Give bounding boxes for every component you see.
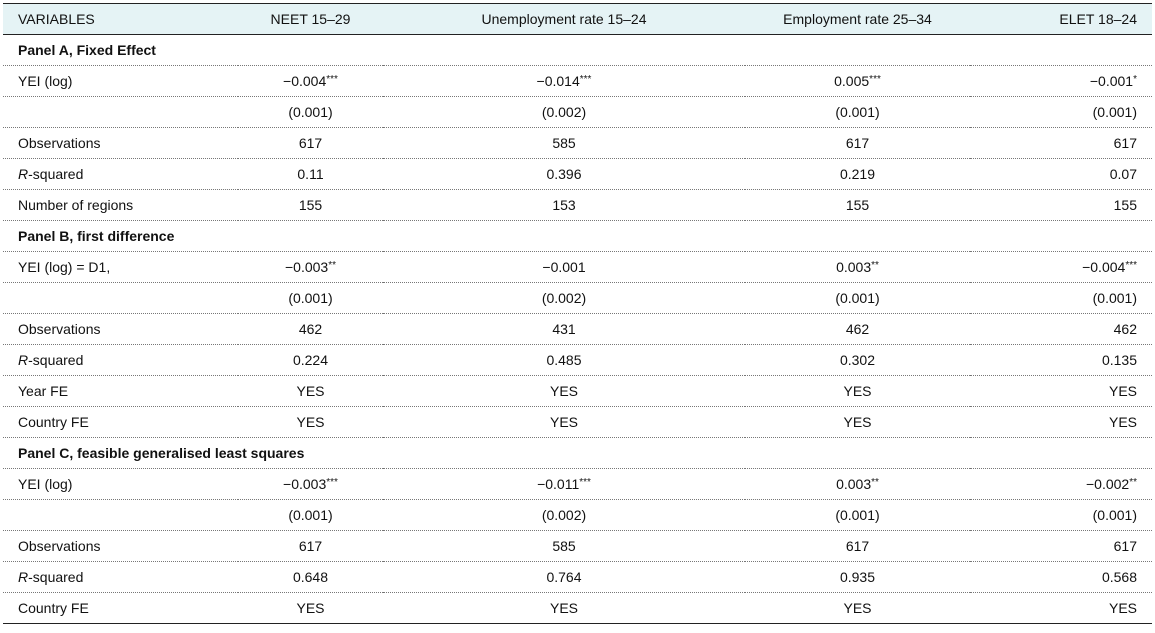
- cell-value: 153: [552, 197, 576, 213]
- cell-neet: [238, 407, 383, 438]
- cell-value: 0.003: [836, 259, 872, 275]
- cell-value: 462: [298, 321, 323, 337]
- cell-employment: [745, 283, 970, 314]
- cell-value: YES: [1108, 600, 1137, 616]
- cell-neet: [238, 190, 383, 221]
- cell-value: 155: [298, 197, 323, 213]
- cell-value: 0.003: [836, 476, 872, 492]
- row-label: [3, 283, 238, 314]
- cell-unemployment: [383, 562, 745, 593]
- table-row: [3, 66, 1152, 97]
- cell-value: −0.004: [1082, 259, 1126, 275]
- cell-value: 0.485: [546, 352, 582, 368]
- cell-elet: [970, 190, 1152, 221]
- cell-value: YES: [843, 383, 872, 399]
- cell-value: YES: [296, 383, 325, 399]
- cell-neet: [238, 159, 383, 190]
- table-body: [3, 35, 1152, 624]
- cell-unemployment: [383, 469, 745, 500]
- r-symbol: R: [18, 352, 29, 368]
- cell-value: YES: [549, 414, 578, 430]
- cell-elet: [970, 407, 1152, 438]
- cell-elet: [970, 252, 1152, 283]
- cell-value: 0.224: [292, 352, 329, 368]
- panel-heading-row: [3, 438, 1152, 469]
- cell-value: 462: [1113, 321, 1137, 337]
- cell-value: 0.11: [297, 166, 324, 182]
- cell-unemployment: [383, 345, 745, 376]
- cell-value: 0.302: [839, 352, 876, 368]
- row-label: YEI (log): [3, 66, 238, 97]
- row-label: [3, 159, 238, 190]
- cell-unemployment: [383, 531, 745, 562]
- panel-title: Panel C, feasible generalised least squares: [3, 438, 1152, 469]
- table-row: [3, 376, 1152, 407]
- cell-employment: [745, 159, 970, 190]
- cell-employment: [745, 407, 970, 438]
- row-label: Country FE: [3, 407, 238, 438]
- row-label: Country FE: [3, 593, 238, 624]
- cell-value: 585: [552, 135, 576, 151]
- row-label: [3, 500, 238, 531]
- table-header: [3, 4, 1152, 35]
- cell-employment: [745, 562, 970, 593]
- significance-stars: ***: [869, 74, 881, 85]
- cell-value: YES: [296, 414, 325, 430]
- cell-value: 617: [845, 538, 870, 554]
- cell-value: 0.648: [292, 569, 329, 585]
- table-row: [3, 531, 1152, 562]
- cell-elet: [970, 531, 1152, 562]
- row-label: Observations: [3, 531, 238, 562]
- row-label-text: -squared: [28, 166, 84, 182]
- cell-employment: [745, 190, 970, 221]
- table-row: [3, 252, 1152, 283]
- cell-elet: [970, 469, 1152, 500]
- cell-value: −0.014: [536, 73, 580, 89]
- cell-value: 155: [845, 197, 870, 213]
- cell-elet: [970, 283, 1152, 314]
- table-row: [3, 469, 1152, 500]
- table-row: [3, 407, 1152, 438]
- cell-value: (0.001): [288, 104, 333, 120]
- cell-elet: [970, 562, 1152, 593]
- cell-value: 0.219: [839, 166, 876, 182]
- table-row: [3, 345, 1152, 376]
- cell-unemployment: [383, 97, 745, 128]
- cell-employment: [745, 531, 970, 562]
- table-row: [3, 97, 1152, 128]
- cell-value: −0.001: [1089, 73, 1134, 89]
- cell-value: (0.001): [1092, 290, 1137, 306]
- cell-value: 0.568: [1101, 569, 1137, 585]
- table-row: [3, 190, 1152, 221]
- cell-neet: [238, 252, 383, 283]
- cell-value: (0.001): [288, 507, 333, 523]
- cell-value: 0.005: [834, 73, 870, 89]
- cell-value: (0.002): [541, 104, 587, 120]
- row-label: Number of regions: [3, 190, 238, 221]
- cell-unemployment: [383, 376, 745, 407]
- cell-value: (0.002): [541, 507, 587, 523]
- cell-elet: [970, 66, 1152, 97]
- significance-stars: ***: [579, 477, 591, 488]
- table-row: [3, 562, 1152, 593]
- cell-value: 155: [1113, 197, 1137, 213]
- table-row: [3, 159, 1152, 190]
- table-row: [3, 314, 1152, 345]
- significance-stars: *: [1133, 74, 1137, 85]
- header-elet: ELET 18–24: [970, 4, 1152, 35]
- panel-heading-row: [3, 221, 1152, 252]
- cell-value: −0.001: [542, 259, 586, 275]
- cell-employment: [745, 376, 970, 407]
- cell-value: (0.001): [288, 290, 333, 306]
- table-row: [3, 283, 1152, 314]
- significance-stars: ***: [1125, 260, 1137, 271]
- cell-value: (0.001): [1092, 507, 1137, 523]
- cell-neet: [238, 500, 383, 531]
- cell-value: YES: [1108, 414, 1137, 430]
- cell-neet: [238, 314, 383, 345]
- significance-stars: **: [328, 260, 336, 271]
- cell-elet: [970, 500, 1152, 531]
- cell-neet: [238, 593, 383, 624]
- significance-stars: ***: [579, 74, 592, 85]
- cell-value: 617: [1113, 135, 1137, 151]
- cell-neet: [238, 531, 383, 562]
- cell-employment: [745, 66, 970, 97]
- cell-value: (0.001): [835, 104, 880, 120]
- header-variables: VARIABLES: [3, 4, 238, 35]
- cell-value: −0.004: [283, 73, 327, 89]
- significance-stars: **: [871, 477, 879, 488]
- cell-elet: [970, 593, 1152, 624]
- cell-neet: [238, 97, 383, 128]
- cell-value: −0.003: [283, 476, 327, 492]
- cell-value: 617: [298, 135, 323, 151]
- panel-title: Panel B, first difference: [3, 221, 1152, 252]
- row-label-text: -squared: [28, 569, 84, 585]
- cell-neet: [238, 66, 383, 97]
- row-label: Year FE: [3, 376, 238, 407]
- cell-value: 462: [845, 321, 870, 337]
- cell-value: (0.001): [835, 507, 880, 523]
- cell-value: (0.002): [541, 290, 587, 306]
- cell-value: YES: [843, 414, 872, 430]
- row-label: Observations: [3, 128, 238, 159]
- cell-unemployment: [383, 66, 745, 97]
- significance-stars: **: [871, 260, 879, 271]
- row-label: [3, 345, 238, 376]
- row-label-text: -squared: [28, 352, 84, 368]
- cell-unemployment: [383, 283, 745, 314]
- header-employment: Employment rate 25–34: [745, 4, 970, 35]
- cell-elet: [970, 159, 1152, 190]
- row-label: [3, 97, 238, 128]
- header-row: [3, 4, 1152, 35]
- cell-employment: [745, 314, 970, 345]
- cell-unemployment: [383, 407, 745, 438]
- cell-unemployment: [383, 500, 745, 531]
- cell-neet: [238, 128, 383, 159]
- cell-value: 585: [552, 538, 576, 554]
- cell-value: 0.396: [546, 166, 582, 182]
- cell-value: 0.07: [1109, 166, 1137, 182]
- cell-employment: [745, 345, 970, 376]
- cell-value: YES: [1108, 383, 1137, 399]
- cell-value: 617: [298, 538, 323, 554]
- header-unemployment: Unemployment rate 15–24: [383, 4, 745, 35]
- cell-value: YES: [549, 600, 578, 616]
- cell-neet: [238, 376, 383, 407]
- row-label: [3, 562, 238, 593]
- cell-employment: [745, 128, 970, 159]
- r-symbol: R: [18, 569, 29, 585]
- cell-value: −0.002: [1085, 476, 1130, 492]
- cell-employment: [745, 469, 970, 500]
- panel-heading-row: [3, 35, 1152, 66]
- cell-employment: [745, 500, 970, 531]
- cell-value: 0.764: [546, 569, 582, 585]
- cell-value: 431: [552, 321, 576, 337]
- row-label: Observations: [3, 314, 238, 345]
- cell-value: 0.935: [839, 569, 876, 585]
- row-label: YEI (log): [3, 469, 238, 500]
- significance-stars: ***: [326, 477, 338, 488]
- cell-unemployment: [383, 314, 745, 345]
- cell-value: (0.001): [1092, 104, 1137, 120]
- cell-employment: [745, 593, 970, 624]
- cell-unemployment: [383, 128, 745, 159]
- table-row: [3, 128, 1152, 159]
- cell-value: 617: [845, 135, 870, 151]
- cell-value: −0.011: [537, 476, 580, 492]
- r-symbol: R: [18, 166, 29, 182]
- cell-unemployment: [383, 593, 745, 624]
- cell-value: −0.003: [284, 259, 329, 275]
- cell-neet: [238, 283, 383, 314]
- cell-value: 617: [1113, 538, 1137, 554]
- cell-elet: [970, 314, 1152, 345]
- cell-value: YES: [843, 600, 872, 616]
- significance-stars: **: [1129, 477, 1137, 488]
- panel-title: Panel A, Fixed Effect: [3, 35, 1152, 66]
- cell-value: YES: [549, 383, 578, 399]
- cell-employment: [745, 97, 970, 128]
- table-row: [3, 500, 1152, 531]
- cell-elet: [970, 345, 1152, 376]
- cell-employment: [745, 252, 970, 283]
- cell-elet: [970, 376, 1152, 407]
- row-label: YEI (log) = D1,: [3, 252, 238, 283]
- header-neet: NEET 15–29: [238, 4, 383, 35]
- cell-neet: [238, 469, 383, 500]
- cell-neet: [238, 345, 383, 376]
- cell-unemployment: [383, 159, 745, 190]
- significance-stars: ***: [326, 74, 338, 85]
- table-row: [3, 593, 1152, 624]
- cell-neet: [238, 562, 383, 593]
- cell-value: 0.135: [1101, 352, 1137, 368]
- cell-value: (0.001): [835, 290, 880, 306]
- cell-elet: [970, 97, 1152, 128]
- regression-table: [3, 3, 1152, 624]
- cell-elet: [970, 128, 1152, 159]
- cell-value: YES: [296, 600, 325, 616]
- cell-unemployment: [383, 252, 745, 283]
- cell-unemployment: [383, 190, 745, 221]
